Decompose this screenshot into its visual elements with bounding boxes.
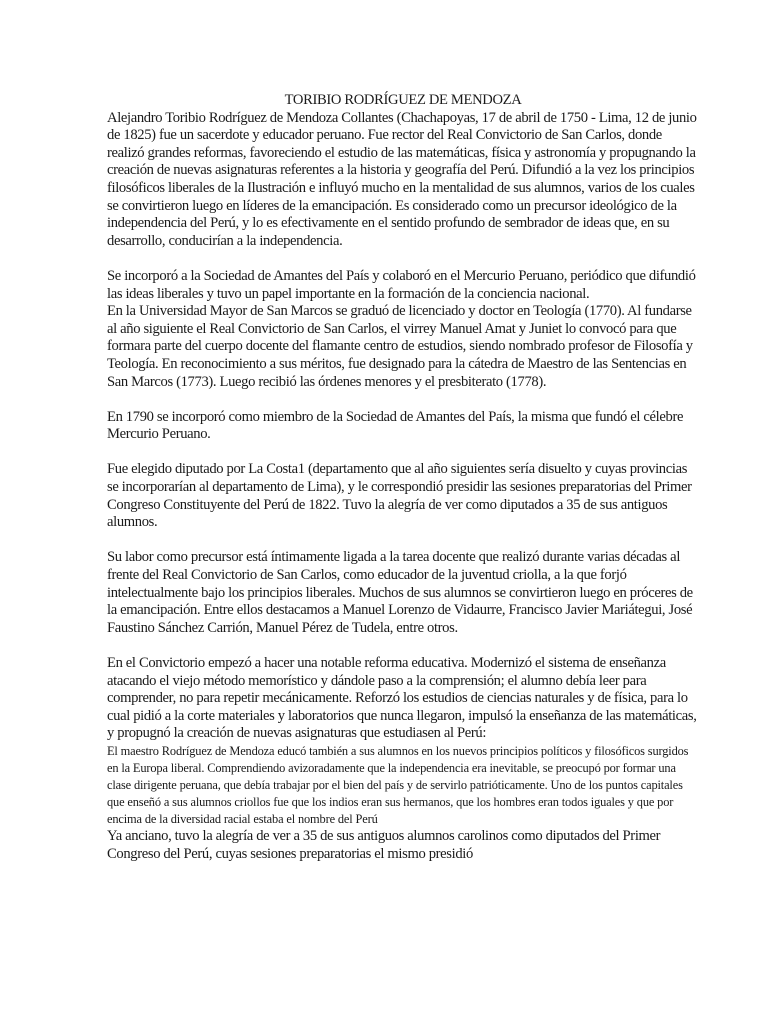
paragraph-principios-politicos: El maestro Rodríguez de Mendoza educó también a sus alumnos en los nuevos principios políticos y filosóficos surgidos en la Europa liberal. Comprendiendo avizoradamente que la independencia era inevitable, se preocupó por formar una clase dirigente peruana, que debía trabajar por el bien del país y de servirlo patrióticamente. Uno de los puntos capitales que enseñó a sus alumnos criollos fue que los indios eran sus hermanos, que los hombres eran todos iguales y que por encima de la diversidad racial estaba el nombre del Perú (107, 743, 689, 826)
paragraph-labor-precursor: Su labor como precursor está íntimamente ligada a la tarea docente que realizó durante varias décadas al frente del Real Convictorio de San Carlos, como educador de la juventud criolla, a la que forjó intelectualmente bajo los principios liberales. Muchos de sus alumnos se convirtieron luego en próceres de la emancipación. Entre ellos destacamos a Manuel Lorenzo de Vidaurre, Francisco Javier Mariátegui, José Faustino Sánchez Carrión, Manuel Pérez de Tudela, entre otros. (107, 549, 693, 636)
paragraph-ya-anciano: Ya anciano, tuvo la alegría de ver a 35 de sus antiguos alumnos carolinos como diputados del Primer Congreso del Perú, cuyas sesiones preparatorias el mismo presidió (107, 827, 661, 862)
document-title: TORIBIO RODRÍGUEZ DE MENDOZA (284, 92, 522, 108)
paragraph-sociedad-amantes: Se incorporó a la Sociedad de Amantes del País y colaboró en el Mercurio Peruano, periódico que difundió las ideas liberales y tuvo un papel importante en la formación de la conciencia nacional. (107, 267, 696, 302)
paragraph-diputado: Fue elegido diputado por La Costa1 (departamento que al año siguientes sería disuelto y cuyas provincias se incorporarían al departamento de Lima), y le correspondió presidir las sesiones preparatorias del Primer Congreso Constituyente del Perú de 1822. Tuvo la alegría de ver como diputados a 35 de sus antiguos alumnos. (107, 461, 692, 531)
paragraph-biography: Alejandro Toribio Rodríguez de Mendoza Collantes (Chachapoyas, 17 de abril de 1750 - Lima, 12 de junio de 1825) fue un sacerdote y educador peruano. Fue rector del Real Convictorio de San Carlos, donde realizó grandes reformas, favoreciendo el estudio de las matemáticas, física y astronomía y propugnando la creación de nuevas asignaturas referentes a la historia y geografía del Perú. Difundió a la vez los principios filosóficos liberales de la Ilustración e influyó mucho en la mentalidad de sus alumnos, varios de los cuales se convirtieron luego en líderes de la emancipación. Es considerado como un precursor ideológico de la independencia del Perú, y lo es efectivamente en el sentido profundo de sembrador de ideas que, en su desarrollo, conducirían a la independencia. (107, 109, 697, 249)
paragraph-universidad-san-marcos: En la Universidad Mayor de San Marcos se graduó de licenciado y doctor en Teología (1770). Al fundarse al año siguiente el Real Convictorio de San Carlos, el virrey Manuel Amat y Juniet lo convocó para que formara parte del cuerpo docente del flamante centro de estudios, siendo nombrado profesor de Filosofía y Teología. En reconocimiento a sus méritos, fue designado para la cátedra de Maestro de las Sentencias en San Marcos (1773). Luego recibió las órdenes menores y el presbiterato (1778). (107, 303, 693, 390)
document-page (107, 92, 699, 863)
paragraph-1790: En 1790 se incorporó como miembro de la Sociedad de Amantes del País, la misma que fundó el célebre Mercurio Peruano. (107, 408, 684, 443)
paragraph-reforma-educativa: En el Convictorio empezó a hacer una notable reforma educativa. Modernizó el sistema de enseñanza atacando el viejo método memorístico y dándole paso a la comprensión; el alumno debía leer para comprender, no para repetir mecánicamente. Reforzó los estudios de ciencias naturales y de física, para lo cual pidió a la corte materiales y laboratorios que nunca llegaron, impulsó la enseñanza de las matemáticas, y propugnó la creación de nuevas asignaturas que estudiasen al Perú: (107, 655, 697, 742)
